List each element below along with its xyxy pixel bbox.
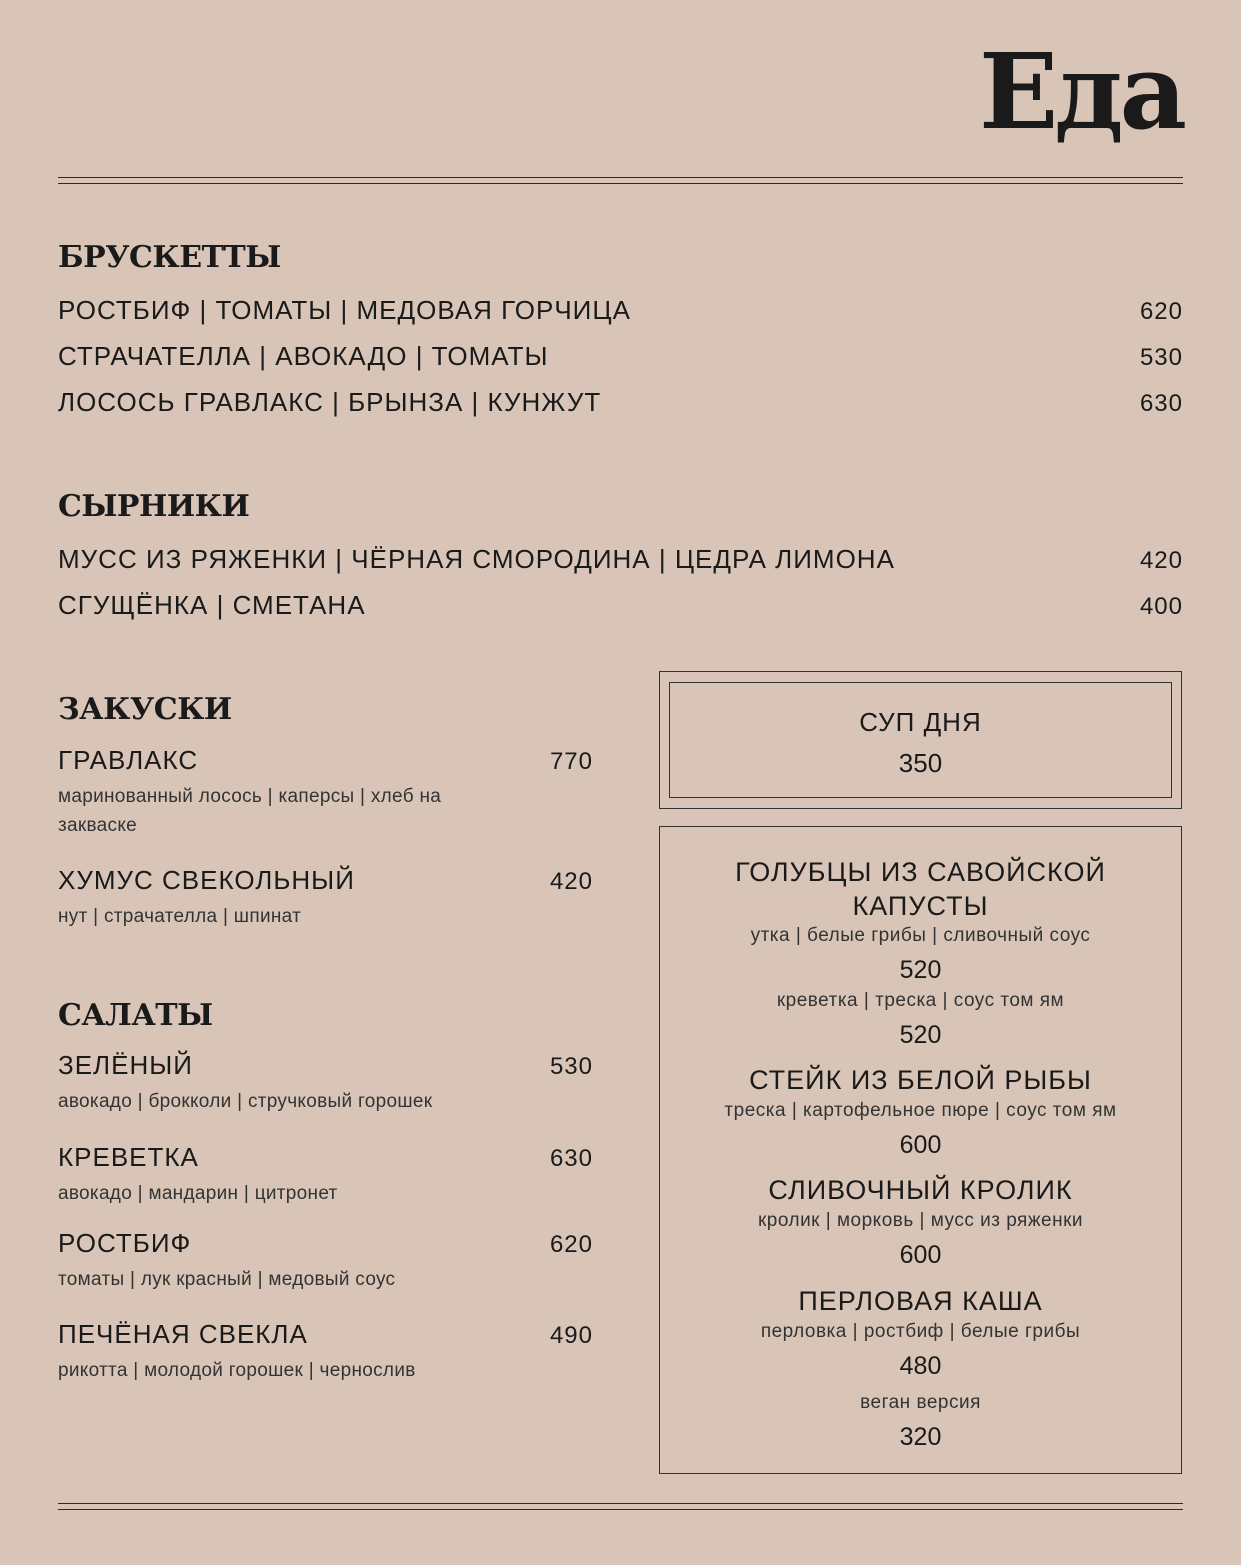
steak-desc: треска | картофельное пюре | соус том ям [724, 1100, 1117, 1121]
porridge-vegan-label: веган версия [860, 1392, 981, 1413]
menu-item [58, 1319, 593, 1385]
item-description: рикотта | молодой горошек | чернослив [58, 1360, 416, 1381]
item-price: 620 [549, 1231, 593, 1258]
item-description: нут | страчателла | шпинат [58, 906, 302, 927]
item-price: 630 [1139, 390, 1183, 417]
item-name: ПЕЧЁНАЯ СВЕКЛА [58, 1319, 308, 1349]
item-description: маринованный лосось | каперсы | хлеб на закваске [58, 786, 442, 836]
item-name: ЗЕЛЁНЫЙ [58, 1050, 193, 1080]
menu-item [58, 1142, 593, 1208]
section-heading-appetizers: ЗАКУСКИ [58, 692, 232, 727]
rabbit-desc: кролик | морковь | мусс из ряженки [757, 1210, 1084, 1231]
item-price: 400 [1139, 593, 1183, 620]
menu-item [58, 865, 593, 931]
porridge-vegan-price: 320 [899, 1423, 942, 1451]
soup-name: СУП ДНЯ [859, 707, 982, 737]
item-price: 490 [549, 1322, 593, 1349]
main-courses-box [659, 826, 1182, 1474]
menu-item [58, 341, 1183, 372]
golubtsy-variant1-price: 520 [899, 956, 942, 984]
item-price: 630 [549, 1145, 593, 1172]
menu-item [58, 544, 1183, 575]
menu-item [58, 745, 593, 840]
top-divider [58, 177, 1183, 184]
golubtsy-name: ГОЛУБЦЫ ИЗ САВОЙСКОЙ КАПУСТЫ [735, 857, 1106, 921]
bottom-divider [58, 1503, 1183, 1510]
item-name: КРЕВЕТКА [58, 1142, 199, 1172]
item-description: томаты | лук красный | медовый соус [58, 1269, 396, 1290]
menu-item [58, 387, 1183, 418]
item-price: 530 [1139, 344, 1183, 371]
menu-item [58, 1228, 593, 1294]
item-price: 620 [1139, 298, 1183, 325]
item-price: 770 [549, 748, 593, 775]
item-name: ХУМУС СВЕКОЛЬНЫЙ [58, 865, 355, 895]
steak-price: 600 [899, 1131, 942, 1159]
golubtsy-variant1-desc: утка | белые грибы | сливочный соус [750, 925, 1091, 946]
porridge-name: ПЕРЛОВАЯ КАША [798, 1286, 1043, 1316]
item-name: МУСС ИЗ РЯЖЕНКИ | ЧЁРНАЯ СМОРОДИНА | ЦЕДРА ЛИМОНА [58, 544, 895, 574]
soup-inner-frame [669, 682, 1172, 798]
rabbit-name: СЛИВОЧНЫЙ КРОЛИК [768, 1175, 1073, 1205]
rabbit-price: 600 [899, 1241, 942, 1269]
item-name: РОСТБИФ [58, 1228, 192, 1258]
menu-item [58, 1050, 593, 1116]
item-name: СГУЩЁНКА | СМЕТАНА [58, 590, 366, 620]
soup-of-the-day-box [659, 671, 1182, 809]
item-name: РОСТБИФ | ТОМАТЫ | МЕДОВАЯ ГОРЧИЦА [58, 295, 631, 325]
steak-name: СТЕЙК ИЗ БЕЛОЙ РЫБЫ [749, 1065, 1092, 1095]
item-name: ГРАВЛАКС [58, 745, 199, 775]
page-title: Еда [979, 30, 1183, 153]
item-description: авокадо | мандарин | цитронет [58, 1183, 338, 1204]
soup-price: 350 [898, 748, 943, 778]
item-price: 420 [549, 868, 593, 895]
section-heading-syrniki: СЫРНИКИ [58, 489, 250, 524]
menu-item [58, 295, 1183, 326]
item-description: авокадо | брокколи | стручковый горошек [58, 1091, 433, 1112]
golubtsy-variant2-price: 520 [899, 1021, 942, 1049]
item-price: 530 [549, 1053, 593, 1080]
section-heading-bruschetta: БРУСКЕТТЫ [58, 240, 281, 275]
item-name: СТРАЧАТЕЛЛА | АВОКАДО | ТОМАТЫ [58, 341, 549, 371]
item-name: ЛОСОСЬ ГРАВЛАКС | БРЫНЗА | КУНЖУТ [58, 387, 602, 417]
menu-item [58, 590, 1183, 621]
section-heading-salads: САЛАТЫ [58, 998, 213, 1033]
item-price: 420 [1139, 547, 1183, 574]
golubtsy-variant2-desc: креветка | треска | соус том ям [776, 990, 1065, 1011]
porridge-price: 480 [899, 1352, 942, 1380]
porridge-desc: перловка | ростбиф | белые грибы [760, 1321, 1081, 1342]
